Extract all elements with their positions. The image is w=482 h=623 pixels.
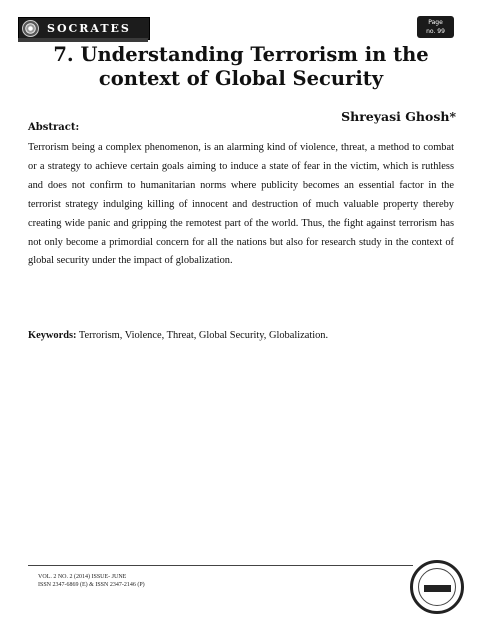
masthead-name: SOCRATES xyxy=(47,22,131,35)
keywords-text: Terrorism, Violence, Threat, Global Security, Globalization. xyxy=(76,330,329,341)
journal-masthead xyxy=(18,17,150,40)
footer-issn: ISSN 2347-6869 (E) & ISSN 2347-2146 (P) xyxy=(38,582,145,588)
masthead-strip xyxy=(18,38,148,42)
page-label: Page xyxy=(428,19,443,26)
article-title: 7. Understanding Terrorism in the context of Global Security xyxy=(53,43,429,90)
keywords-line xyxy=(28,330,454,341)
page-number: no. 99 xyxy=(426,28,445,35)
article-author: Shreyasi Ghosh* xyxy=(341,109,456,124)
journal-stamp-icon xyxy=(410,560,464,614)
abstract-text: Terrorism being a complex phenomenon, is an alarming kind of violence, threat, a method to combat or a strategy to achieve certain goals aiming to induce a state of fear in the victim, which is ruthless and does not confirm to humanitarian norms where publicity becomes an essential factor in the terrorist strategy indulging killing of innocent and destruction of much valuable property thereby creating wide panic and gripping the remotest part of the world. Thus, the fight against terrorism has not only become a primordial concern for all the nations but also for research study in the context of global security under the impact of globalization. xyxy=(28,142,454,267)
footer-volume: VOL. 2 NO. 2 (2014) ISSUE- JUNE xyxy=(38,574,127,580)
page-number-badge xyxy=(417,16,454,38)
journal-seal-icon xyxy=(22,20,39,37)
footer-divider xyxy=(28,565,413,566)
stamp-band xyxy=(424,585,451,592)
footer-info xyxy=(38,573,145,589)
keywords-label: Keywords: xyxy=(28,330,77,341)
abstract-heading: Abstract: xyxy=(28,122,80,133)
